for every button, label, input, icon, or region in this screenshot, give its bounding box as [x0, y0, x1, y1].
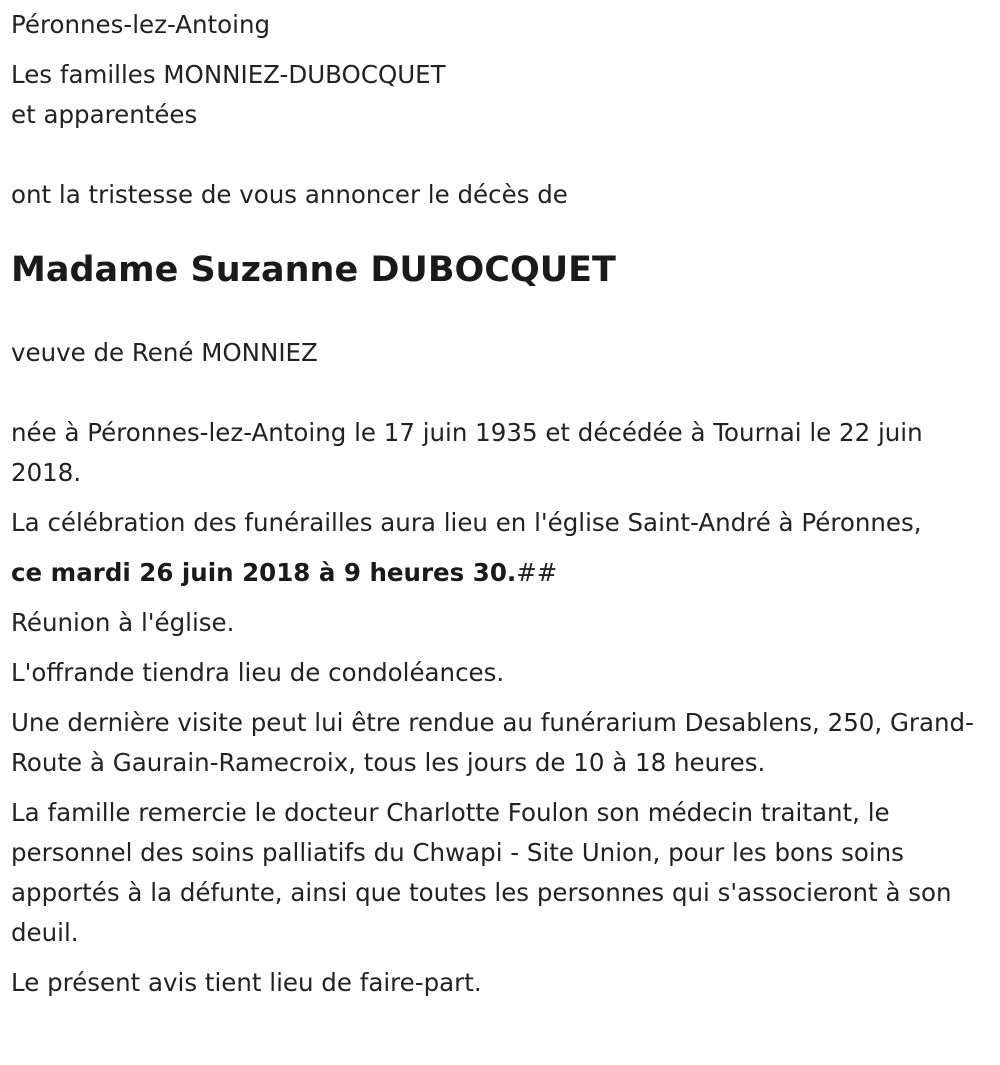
funeral-date-bold: ce mardi 26 juin 2018 à 9 heures 30.	[11, 558, 517, 587]
families-line: Les familles MONNIEZ-DUBOCQUET	[11, 60, 446, 89]
funeral-place-paragraph: La célébration des funérailles aura lieu en l'église Saint-André à Péronnes,	[11, 508, 922, 537]
relatives-line: et apparentées	[11, 100, 198, 129]
birth-death-paragraph: née à Péronnes-lez-Antoing le 17 juin 1935 et décédée à Tournai le 22 juin 2018.	[11, 418, 923, 487]
offering-line: L'offrande tiendra lieu de condoléances.	[11, 658, 505, 687]
meeting-line: Réunion à l'église.	[11, 608, 235, 637]
location-line: Péronnes-lez-Antoing	[11, 10, 271, 39]
funeral-date-line	[11, 553, 991, 593]
deceased-name: Madame Suzanne DUBOCQUET	[11, 250, 616, 290]
closing-line: Le présent avis tient lieu de faire-part.	[11, 968, 482, 997]
thanks-paragraph: La famille remercie le docteur Charlotte Foulon son médecin traitant, le personnel des soins palliatifs du Chwapi - Site Union, pour les bons soins apportés à la défunte, ainsi que toutes les personnes qui s'associeront à son deuil.	[11, 798, 952, 947]
obituary-notice	[11, 5, 991, 1003]
widow-of-line: veuve de René MONNIEZ	[11, 338, 318, 367]
announcement-line: ont la tristesse de vous annoncer le décès de	[11, 180, 568, 209]
last-visit-paragraph: Une dernière visite peut lui être rendue au funérarium Desablens, 250, Grand-Route à Gaurain-Ramecroix, tous les jours de 10 à 18 heures.	[11, 708, 974, 777]
funeral-date-suffix: ##	[516, 558, 558, 587]
